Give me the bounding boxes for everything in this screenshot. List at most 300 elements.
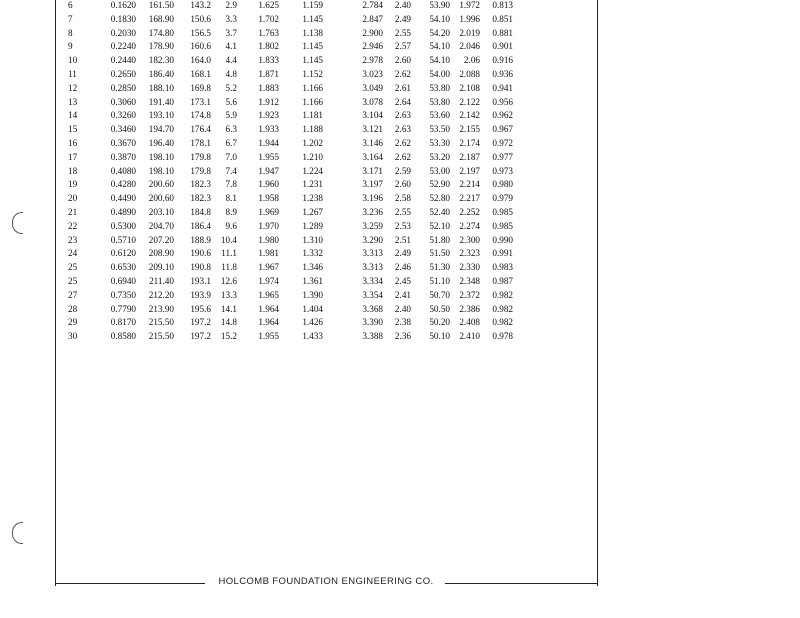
table-cell: 2.142	[459, 110, 480, 121]
table-cell: 190.8	[190, 262, 211, 273]
table-cell: 53.20	[429, 151, 450, 162]
table-cell: 2.62	[394, 137, 411, 148]
table-cell: 2.49	[394, 13, 411, 24]
table-cell: 8.1	[225, 193, 237, 204]
table-cell: 3.290	[362, 234, 383, 245]
table-cell: 176.4	[190, 124, 211, 135]
table-cell: 0.6530	[110, 262, 136, 273]
table-cell: 0.8580	[110, 331, 136, 342]
table-cell: 0.2240	[110, 41, 136, 52]
table-cell: 0.2650	[110, 68, 136, 79]
table-cell: 2.088	[459, 68, 480, 79]
table-cell: 3.104	[362, 110, 383, 121]
table-cell: 2.46	[394, 262, 411, 273]
table-cell: 1.960	[258, 179, 279, 190]
table-cell: 2.38	[394, 317, 411, 328]
frame-left-border	[55, 0, 56, 586]
table-cell: 9.6	[225, 220, 237, 231]
table-row	[68, 192, 513, 206]
table-cell: 2.64	[394, 96, 411, 107]
table-cell: 1.625	[258, 0, 279, 10]
table-cell: 207.20	[148, 234, 174, 245]
table-cell: 11.8	[221, 262, 237, 273]
table-cell: 4.1	[225, 41, 237, 52]
table-cell: 184.8	[190, 206, 211, 217]
table-row	[68, 165, 513, 179]
table-cell: 0.980	[492, 179, 513, 190]
table-cell: 0.982	[492, 317, 513, 328]
table-cell: 12	[68, 82, 78, 93]
table-cell: 0.936	[492, 68, 513, 79]
table-cell: 1.332	[302, 248, 323, 259]
table-cell: 0.972	[492, 137, 513, 148]
table-cell: 52.90	[429, 179, 450, 190]
table-cell: 3.354	[362, 289, 383, 300]
table-cell: 164.0	[190, 55, 211, 66]
table-cell: 1.912	[258, 96, 279, 107]
table-cell: 1.933	[258, 124, 279, 135]
table-cell: 208.90	[148, 248, 174, 259]
table-cell: 0.4280	[110, 179, 136, 190]
table-row	[68, 151, 513, 165]
table-cell: 1.426	[302, 317, 323, 328]
table-cell: 3.390	[362, 317, 383, 328]
table-cell: 29	[68, 317, 78, 328]
table-cell: 0.901	[492, 41, 513, 52]
table-cell: 186.4	[190, 220, 211, 231]
table-cell: 2.57	[394, 41, 411, 52]
table-cell: 0.8170	[110, 317, 136, 328]
table-cell: 0.985	[492, 220, 513, 231]
table-cell: 8	[68, 27, 73, 38]
table-cell: 1.972	[459, 0, 480, 10]
table-cell: 51.50	[429, 248, 450, 259]
table-cell: 1.145	[302, 55, 323, 66]
table-cell: 2.019	[459, 27, 480, 38]
table-cell: 1.955	[258, 331, 279, 342]
table-cell: 10.4	[220, 234, 237, 245]
table-row	[68, 137, 513, 151]
table-cell: 19	[68, 179, 78, 190]
table-cell: 1.166	[302, 96, 323, 107]
table-cell: 5.2	[225, 82, 237, 93]
table-cell: 1.702	[258, 13, 279, 24]
table-cell: 50.20	[429, 317, 450, 328]
table-cell: 54.10	[429, 55, 450, 66]
table-cell: 54.00	[429, 68, 450, 79]
table-cell: 196.40	[148, 137, 174, 148]
table-cell: 1.231	[302, 179, 323, 190]
table-cell: 2.60	[394, 179, 411, 190]
table-cell: 6.3	[225, 124, 237, 135]
table-cell: 3.334	[362, 275, 383, 286]
table-cell: 1.871	[258, 68, 279, 79]
table-cell: 2.214	[459, 179, 480, 190]
table-cell: 2.40	[394, 303, 411, 314]
table-cell: 13.3	[220, 289, 237, 300]
table-row	[68, 178, 513, 192]
table-cell: 193.9	[190, 289, 211, 300]
table-cell: 2.36	[394, 331, 411, 342]
table-cell: 182.30	[148, 55, 174, 66]
table-cell: 0.813	[492, 0, 513, 10]
table-cell: 160.6	[190, 41, 211, 52]
table-cell: 0.1620	[110, 0, 136, 10]
table-cell: 1.202	[302, 137, 323, 148]
table-row	[68, 82, 513, 96]
table-cell: 211.40	[149, 275, 174, 286]
table-cell: 0.985	[492, 206, 513, 217]
table-cell: 0.851	[492, 13, 513, 24]
table-cell: 2.40	[394, 0, 411, 10]
punch-hole-upper	[12, 212, 23, 234]
table-cell: 0.4890	[110, 206, 136, 217]
table-cell: 1.947	[258, 165, 279, 176]
table-cell: 1.289	[302, 220, 323, 231]
table-cell: 186.40	[148, 68, 174, 79]
table-cell: 0.6940	[110, 275, 136, 286]
table-cell: 52.10	[429, 220, 450, 231]
table-cell: 2.323	[459, 248, 480, 259]
table-cell: 3.078	[362, 96, 383, 107]
table-cell: 1.969	[258, 206, 279, 217]
table-cell: 2.174	[459, 137, 480, 148]
footer-company-name: HOLCOMB FOUNDATION ENGINEERING CO.	[218, 576, 434, 587]
table-cell: 1.964	[258, 317, 279, 328]
table-row	[68, 40, 513, 54]
table-cell: 51.30	[429, 262, 450, 273]
frame-right-border	[597, 0, 598, 586]
table-cell: 1.267	[302, 206, 323, 217]
table-cell: 2.63	[394, 124, 411, 135]
data-table-body	[68, 0, 513, 344]
table-cell: 0.6120	[110, 248, 136, 259]
table-cell: 14.1	[220, 303, 237, 314]
table-cell: 7.8	[225, 179, 237, 190]
table-cell: 53.80	[429, 96, 450, 107]
table-cell: 1.361	[302, 275, 323, 286]
table-cell: 6.7	[225, 137, 237, 148]
table-cell: 1.433	[302, 331, 323, 342]
table-cell: 3.164	[362, 151, 383, 162]
table-cell: 14.8	[220, 317, 237, 328]
table-cell: 21	[68, 206, 78, 217]
table-cell: 0.2850	[110, 82, 136, 93]
table-cell: 143.2	[190, 0, 211, 10]
table-row	[68, 109, 513, 123]
table-cell: 0.2030	[110, 27, 136, 38]
table-cell: 0.4490	[110, 193, 136, 204]
table-cell: 3.388	[362, 331, 383, 342]
table-cell: 3.121	[362, 124, 383, 135]
table-cell: 3.049	[362, 82, 383, 93]
table-cell: 5.6	[225, 96, 237, 107]
table-cell: 2.348	[459, 275, 480, 286]
table-cell: 9	[68, 41, 73, 52]
table-cell: 1.974	[258, 275, 279, 286]
table-cell: 53.50	[429, 124, 450, 135]
table-cell: 197.2	[190, 331, 211, 342]
table-cell: 3.259	[362, 220, 383, 231]
table-cell: 191.40	[148, 96, 174, 107]
table-cell: 168.90	[148, 13, 174, 24]
table-cell: 7.4	[225, 165, 237, 176]
table-cell: 18	[68, 165, 78, 176]
table-cell: 1.404	[302, 303, 323, 314]
table-cell: 215.50	[148, 317, 174, 328]
table-cell: 2.41	[394, 289, 411, 300]
table-cell: 2.61	[394, 82, 411, 93]
table-cell: 1.996	[459, 13, 480, 24]
table-cell: 1.802	[258, 41, 279, 52]
table-cell: 0.916	[492, 55, 513, 66]
table-cell: 2.63	[394, 110, 411, 121]
table-cell: 1.965	[258, 289, 279, 300]
table-cell: 16	[68, 137, 78, 148]
table-cell: 1.964	[258, 303, 279, 314]
table-cell: 0.979	[492, 193, 513, 204]
table-cell: 193.1	[190, 275, 211, 286]
table-row	[68, 123, 513, 137]
table-cell: 14	[68, 110, 78, 121]
table-cell: 0.7790	[110, 303, 136, 314]
table-row	[68, 234, 513, 248]
table-cell: 2.9	[225, 0, 237, 10]
table-cell: 53.90	[429, 0, 450, 10]
table-cell: 7.0	[225, 151, 237, 162]
table-cell: 2.408	[459, 317, 480, 328]
table-cell: 1.159	[302, 0, 323, 10]
table-cell: 1.833	[258, 55, 279, 66]
table-cell: 50.10	[429, 331, 450, 342]
table-cell: 169.8	[190, 82, 211, 93]
table-cell: 50.50	[429, 303, 450, 314]
table-cell: 2.978	[362, 55, 383, 66]
table-cell: 7	[68, 13, 73, 24]
table-cell: 3.196	[362, 193, 383, 204]
table-row	[68, 303, 513, 317]
table-cell: 1.152	[302, 68, 323, 79]
table-cell: 182.3	[190, 193, 211, 204]
table-cell: 2.274	[459, 220, 480, 231]
table-cell: 0.982	[492, 303, 513, 314]
table-row	[68, 96, 513, 110]
table-cell: 0.2440	[110, 55, 136, 66]
table-cell: 0.967	[492, 124, 513, 135]
table-cell: 161.50	[148, 0, 174, 10]
table-cell: 198.10	[148, 165, 174, 176]
table-cell: 1.181	[302, 110, 323, 121]
table-cell: 53.30	[429, 137, 450, 148]
table-cell: 174.8	[190, 110, 211, 121]
footer-rule-left	[55, 583, 205, 584]
table-cell: 2.046	[459, 41, 480, 52]
table-cell: 1.981	[258, 248, 279, 259]
table-cell: 0.3460	[110, 124, 136, 135]
table-cell: 0.987	[492, 275, 513, 286]
table-row	[68, 247, 513, 261]
table-cell: 13	[68, 96, 78, 107]
table-cell: 2.49	[394, 248, 411, 259]
table-cell: 2.51	[394, 234, 411, 245]
table-cell: 1.955	[258, 151, 279, 162]
table-cell: 2.53	[394, 220, 411, 231]
table-cell: 0.973	[492, 165, 513, 176]
table-cell: 0.3670	[110, 137, 136, 148]
table-cell: 1.967	[258, 262, 279, 273]
table-cell: 2.06	[463, 55, 480, 66]
table-cell: 50.70	[429, 289, 450, 300]
table-cell: 1.763	[258, 27, 279, 38]
table-cell: 0.956	[492, 96, 513, 107]
table-cell: 213.90	[148, 303, 174, 314]
table-cell: 2.62	[394, 68, 411, 79]
table-cell: 25	[68, 262, 78, 273]
table-row	[68, 27, 513, 41]
table-cell: 3.313	[362, 248, 383, 259]
table-cell: 54.10	[429, 41, 450, 52]
table-cell: 0.3870	[110, 151, 136, 162]
table-cell: 188.9	[190, 234, 211, 245]
table-cell: 2.55	[394, 206, 411, 217]
table-cell: 0.941	[492, 82, 513, 93]
table-cell: 3.236	[362, 206, 383, 217]
table-cell: 22	[68, 220, 78, 231]
table-cell: 20	[68, 193, 78, 204]
table-cell: 28	[68, 303, 78, 314]
table-cell: 1.188	[302, 124, 323, 135]
table-cell: 3.197	[362, 179, 383, 190]
footer-rule-right	[445, 583, 598, 584]
table-cell: 27	[68, 289, 78, 300]
table-cell: 3.3	[225, 13, 237, 24]
table-row	[68, 261, 513, 275]
table-cell: 1.145	[302, 41, 323, 52]
table-cell: 2.330	[459, 262, 480, 273]
data-table	[68, 0, 513, 344]
table-cell: 0.3060	[110, 96, 136, 107]
table-cell: 2.252	[459, 206, 480, 217]
table-row	[68, 54, 513, 68]
table-cell: 198.10	[148, 151, 174, 162]
table-cell: 1.923	[258, 110, 279, 121]
table-row	[68, 68, 513, 82]
table-cell: 173.1	[190, 96, 211, 107]
table-cell: 194.70	[148, 124, 174, 135]
table-cell: 2.62	[394, 151, 411, 162]
table-cell: 53.60	[429, 110, 450, 121]
table-cell: 1.958	[258, 193, 279, 204]
table-cell: 12.6	[220, 275, 237, 286]
table-cell: 0.4080	[110, 165, 136, 176]
table-cell: 1.390	[302, 289, 323, 300]
table-cell: 215.50	[148, 331, 174, 342]
table-cell: 0.881	[492, 27, 513, 38]
table-cell: 53.80	[429, 82, 450, 93]
table-cell: 51.80	[429, 234, 450, 245]
table-cell: 2.122	[459, 96, 480, 107]
table-cell: 2.900	[362, 27, 383, 38]
table-cell: 200.60	[148, 179, 174, 190]
table-row	[68, 220, 513, 234]
table-cell: 179.8	[190, 165, 211, 176]
table-cell: 51.10	[429, 275, 450, 286]
table-cell: 2.197	[459, 165, 480, 176]
table-cell: 0.982	[492, 289, 513, 300]
table-cell: 2.300	[459, 234, 480, 245]
table-cell: 150.6	[190, 13, 211, 24]
table-cell: 1.138	[302, 27, 323, 38]
table-cell: 0.5710	[110, 234, 136, 245]
table-cell: 3.313	[362, 262, 383, 273]
table-cell: 54.10	[429, 13, 450, 24]
table-cell: 1.980	[258, 234, 279, 245]
table-cell: 0.7350	[110, 289, 136, 300]
punch-hole-lower	[12, 522, 23, 544]
table-cell: 23	[68, 234, 78, 245]
table-cell: 6	[68, 0, 73, 10]
table-cell: 0.991	[492, 248, 513, 259]
table-cell: 174.80	[148, 27, 174, 38]
table-cell: 0.978	[492, 331, 513, 342]
table-cell: 2.60	[394, 55, 411, 66]
table-cell: 2.187	[459, 151, 480, 162]
table-cell: 193.10	[148, 110, 174, 121]
table-cell: 156.5	[190, 27, 211, 38]
table-cell: 203.10	[148, 206, 174, 217]
table-cell: 5.9	[225, 110, 237, 121]
table-cell: 1.210	[302, 151, 323, 162]
table-cell: 4.4	[225, 55, 237, 66]
table-cell: 3.146	[362, 137, 383, 148]
table-row	[68, 13, 513, 27]
table-cell: 1.970	[258, 220, 279, 231]
table-cell: 2.386	[459, 303, 480, 314]
table-cell: 182.3	[190, 179, 211, 190]
table-cell: 0.990	[492, 234, 513, 245]
table-cell: 1.224	[302, 165, 323, 176]
table-cell: 168.1	[190, 68, 211, 79]
table-cell: 0.5300	[110, 220, 136, 231]
table-cell: 2.59	[394, 165, 411, 176]
table-cell: 30	[68, 331, 78, 342]
table-cell: 10	[68, 55, 78, 66]
table-cell: 209.10	[148, 262, 174, 273]
table-cell: 2.847	[362, 13, 383, 24]
table-cell: 2.217	[459, 193, 480, 204]
table-cell: 4.8	[225, 68, 237, 79]
table-cell: 11.1	[221, 248, 237, 259]
table-cell: 2.410	[459, 331, 480, 342]
table-cell: 1.944	[258, 137, 279, 148]
table-cell: 1.145	[302, 13, 323, 24]
table-row	[68, 330, 513, 344]
table-cell: 52.80	[429, 193, 450, 204]
table-cell: 2.784	[362, 0, 383, 10]
table-cell: 1.166	[302, 82, 323, 93]
table-cell: 212.20	[148, 289, 174, 300]
table-cell: 2.55	[394, 27, 411, 38]
table-cell: 195.6	[190, 303, 211, 314]
table-cell: 2.372	[459, 289, 480, 300]
table-row	[68, 275, 513, 289]
table-cell: 1.238	[302, 193, 323, 204]
table-cell: 197.2	[190, 317, 211, 328]
table-cell: 204.70	[148, 220, 174, 231]
table-cell: 3.023	[362, 68, 383, 79]
table-cell: 2.946	[362, 41, 383, 52]
table-cell: 0.977	[492, 151, 513, 162]
